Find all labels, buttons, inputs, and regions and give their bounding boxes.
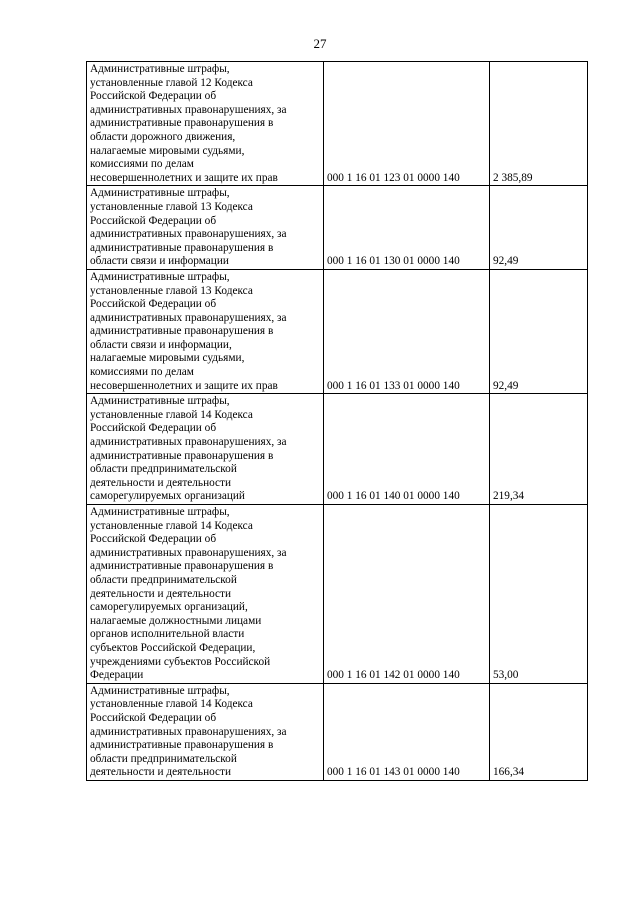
description-line: саморегулируемых организаций, (90, 601, 248, 614)
description-line: несовершеннолетних и защите их прав (90, 171, 278, 184)
description-line: субъектов Российской Федерации, (90, 641, 256, 654)
description-line: административных правонарушениях, за (90, 725, 287, 738)
table-body (87, 62, 588, 781)
amount-cell: 92,49 (490, 186, 588, 270)
amount-cell: 53,00 (490, 505, 588, 684)
description-line: административные правонарушения в (90, 449, 274, 462)
description-line: области предпринимательской (90, 752, 237, 765)
table-row (87, 62, 588, 186)
code-cell: 000 1 16 01 133 01 0000 140 (324, 269, 490, 393)
description-line: административные правонарушения в (90, 325, 274, 338)
description-line: Российской Федерации об (90, 422, 217, 435)
description-cell (87, 683, 324, 780)
description-line: административных правонарушениях, за (90, 311, 287, 324)
description-line: Административные штрафы, (90, 684, 230, 697)
description-line: деятельности и деятельности (90, 476, 232, 489)
description-line: деятельности и деятельности (90, 766, 232, 779)
table-row (87, 394, 588, 505)
description-line: административные правонарушения в (90, 241, 274, 254)
amount-cell: 92,49 (490, 269, 588, 393)
description-line: Административные штрафы, (90, 270, 230, 283)
description-line: области связи и информации (90, 255, 229, 268)
description-line: административные правонарушения в (90, 117, 274, 130)
description-line: Российской Федерации об (90, 214, 217, 227)
description-line: Российской Федерации об (90, 533, 217, 546)
description-line: административных правонарушениях, за (90, 103, 287, 116)
description-line: административных правонарушениях, за (90, 228, 287, 241)
revenue-table (86, 61, 588, 781)
code-cell: 000 1 16 01 130 01 0000 140 (324, 186, 490, 270)
table-row (87, 269, 588, 393)
description-line: Административные штрафы, (90, 187, 230, 200)
description-cell (87, 186, 324, 270)
description-cell (87, 394, 324, 505)
page-number: 27 (313, 36, 327, 51)
table-row (87, 505, 588, 684)
description-line: налагаемые мировыми судьями, (90, 144, 245, 157)
code-cell: 000 1 16 01 140 01 0000 140 (324, 394, 490, 505)
code-cell: 000 1 16 01 143 01 0000 140 (324, 683, 490, 780)
description-line: саморегулируемых организаций (90, 490, 245, 503)
description-line: установленные главой 13 Кодекса (90, 200, 253, 213)
description-line: деятельности и деятельности (90, 587, 232, 600)
description-line: комиссиями по делам (90, 158, 194, 171)
amount-cell: 219,34 (490, 394, 588, 505)
table-row (87, 186, 588, 270)
description-line: административных правонарушениях, за (90, 546, 287, 559)
description-line: области предпринимательской (90, 573, 237, 586)
description-line: Федерации (90, 669, 144, 682)
amount-cell: 166,34 (490, 683, 588, 780)
description-line: налагаемые должностными лицами (90, 614, 262, 627)
description-cell (87, 269, 324, 393)
description-cell (87, 62, 324, 186)
description-line: несовершеннолетних и защите их прав (90, 379, 278, 392)
description-line: Административные штрафы, (90, 506, 230, 518)
description-cell (87, 505, 324, 684)
description-line: установленные главой 12 Кодекса (90, 76, 253, 89)
description-line: Российской Федерации об (90, 298, 217, 311)
description-line: органов исполнительной власти (90, 628, 245, 641)
description-line: Административные штрафы, (90, 63, 230, 75)
code-cell: 000 1 16 01 142 01 0000 140 (324, 505, 490, 684)
description-line: Российской Федерации об (90, 711, 217, 724)
description-line: административных правонарушениях, за (90, 436, 287, 449)
description-line: установленные главой 14 Кодекса (90, 698, 253, 711)
table-row (87, 683, 588, 780)
description-line: комиссиями по делам (90, 366, 194, 379)
description-line: установленные главой 13 Кодекса (90, 284, 253, 297)
description-line: Административные штрафы, (90, 395, 230, 408)
description-line: области дорожного движения, (90, 130, 236, 143)
description-line: налагаемые мировыми судьями, (90, 352, 245, 365)
description-line: Российской Федерации об (90, 90, 217, 103)
amount-cell: 2 385,89 (490, 62, 588, 186)
description-line: учреждениями субъектов Российской (90, 655, 271, 668)
description-line: области связи и информации, (90, 338, 232, 351)
code-cell: 000 1 16 01 123 01 0000 140 (324, 62, 490, 186)
description-line: установленные главой 14 Кодекса (90, 519, 253, 532)
description-line: области предпринимательской (90, 463, 237, 476)
description-line: установленные главой 14 Кодекса (90, 408, 253, 421)
description-line: административные правонарушения в (90, 560, 274, 573)
description-line: административные правонарушения в (90, 739, 274, 752)
